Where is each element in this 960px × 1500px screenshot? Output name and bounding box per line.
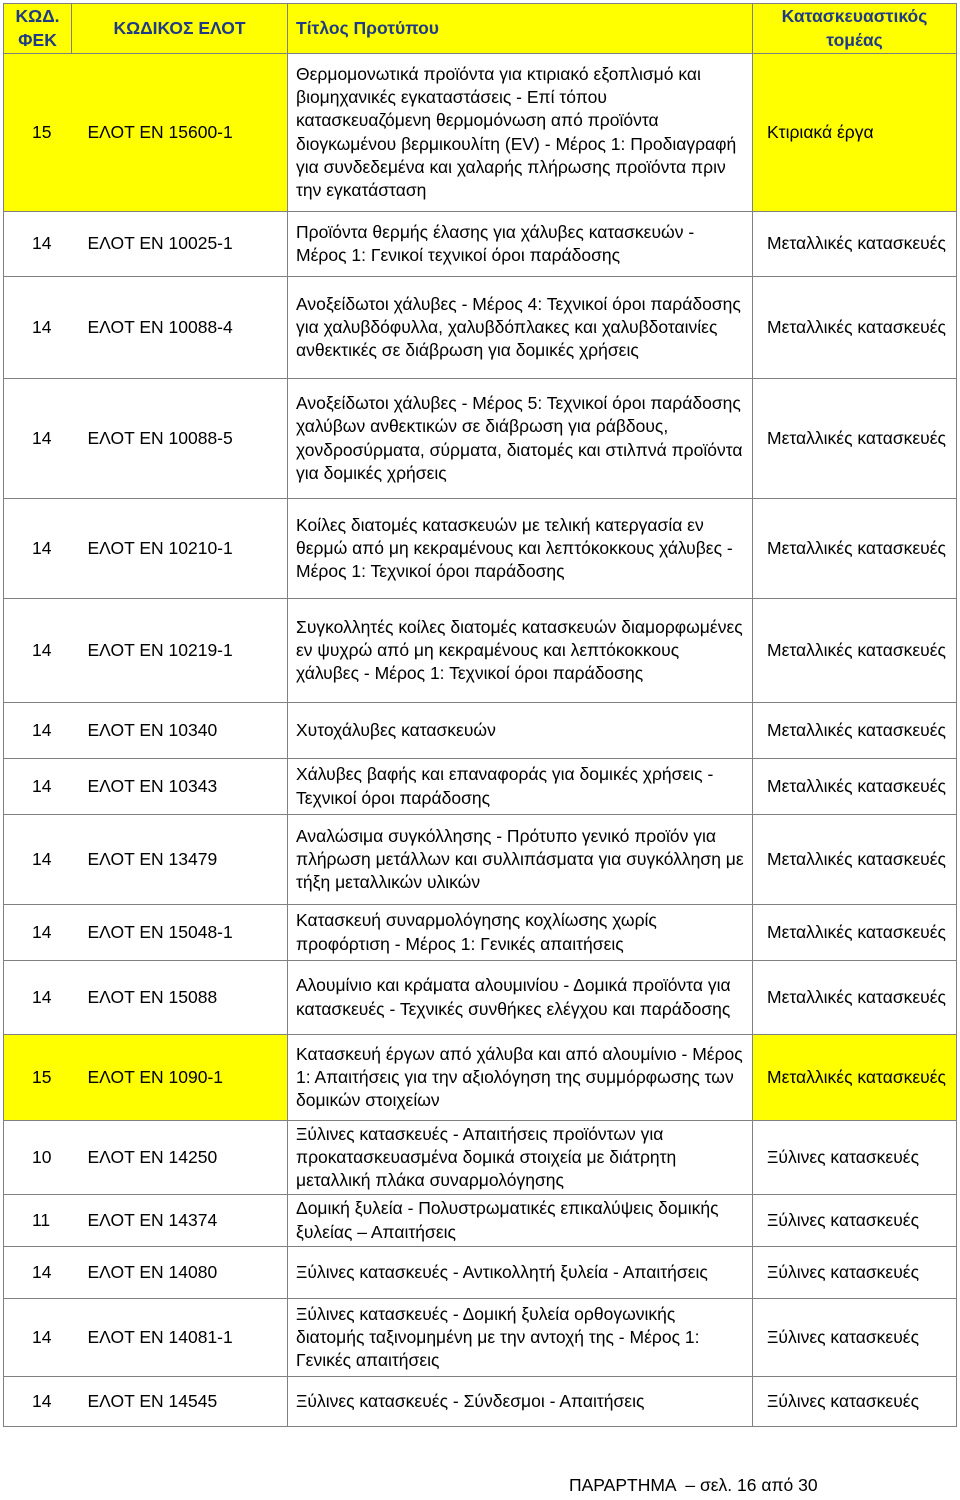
cell-elot-code: ΕΛΟΤ ΕΝ 15088 <box>72 961 288 1035</box>
cell-elot-code: ΕΛΟΤ ΕΝ 1090-1 <box>72 1035 288 1121</box>
cell-standard-title: Αναλώσιμα συγκόλλησης - Πρότυπο γενικό προϊόν για πλήρωση μετάλλων και συλλιπάσματα για συγκόλληση με τήξη μεταλλικών υλικών <box>288 815 753 905</box>
cell-standard-title: Ξύλινες κατασκευές - Απαιτήσεις προϊόντων για προκατασκευασμένα δομικά στοιχεία με διάτρητη μεταλλική πλάκα συναρμολόγησης <box>288 1121 753 1195</box>
cell-construction-sector: Μεταλλικές κατασκευές <box>753 499 957 599</box>
cell-elot-code: ΕΛΟΤ ΕΝ 10340 <box>72 703 288 759</box>
cell-standard-title: Θερμομονωτικά προϊόντα για κτιριακό εξοπλισμό και βιομηχανικές εγκαταστάσεις - Επί τόπου κατασκευαζόμενη θερμομόνωση από προϊόντα διογκωμένου βερμικουλίτη (EV) - Μέρος 1: Προδιαγραφή για συνδεδεμένα και χαλαρής πλήρωσης προϊόντα πριν την εγκατάσταση <box>288 54 753 212</box>
cell-fek-type: 14 <box>4 905 72 961</box>
table-row <box>4 54 957 212</box>
table-body <box>4 54 957 1427</box>
cell-fek-type: 14 <box>4 379 72 499</box>
cell-standard-title: Προϊόντα θερμής έλασης για χάλυβες κατασκευών - Μέρος 1: Γενικοί τεχνικοί όροι παράδοσης <box>288 212 753 277</box>
cell-construction-sector: Μεταλλικές κατασκευές <box>753 212 957 277</box>
table-row <box>4 1299 957 1377</box>
cell-fek-type: 14 <box>4 815 72 905</box>
cell-standard-title: Δομική ξυλεία - Πολυστρωματικές επικαλύψεις δομικής ξυλείας – Απαιτήσεις <box>288 1195 753 1247</box>
cell-construction-sector: Μεταλλικές κατασκευές <box>753 1035 957 1121</box>
cell-elot-code: ΕΛΟΤ ΕΝ 13479 <box>72 815 288 905</box>
cell-construction-sector: Ξύλινες κατασκευές <box>753 1121 957 1195</box>
table-row <box>4 703 957 759</box>
cell-fek-type: 15 <box>4 54 72 212</box>
cell-elot-code: ΕΛΟΤ ΕΝ 15048-1 <box>72 905 288 961</box>
cell-elot-code: ΕΛΟΤ ΕΝ 14080 <box>72 1247 288 1299</box>
cell-fek-type: 14 <box>4 499 72 599</box>
cell-fek-type: 14 <box>4 1247 72 1299</box>
cell-construction-sector: Ξύλινες κατασκευές <box>753 1195 957 1247</box>
cell-fek-type: 14 <box>4 703 72 759</box>
cell-fek-type: 14 <box>4 212 72 277</box>
cell-standard-title: Ανοξείδωτοι χάλυβες - Μέρος 4: Τεχνικοί όροι παράδοσης για χαλυβδόφυλλα, χαλυβδόπλακες και χαλυβδοταινίες ανθεκτικές σε διάβρωση για δομικές χρήσεις <box>288 277 753 379</box>
table-row <box>4 277 957 379</box>
cell-fek-type: 14 <box>4 277 72 379</box>
cell-construction-sector: Μεταλλικές κατασκευές <box>753 703 957 759</box>
cell-fek-type: 14 <box>4 1377 72 1427</box>
cell-elot-code: ΕΛΟΤ ΕΝ 14081-1 <box>72 1299 288 1377</box>
header-elot-code-label: ΚΩΔΙΚΟΣ ΕΛΟΤ <box>113 17 246 38</box>
standards-table <box>3 3 957 1427</box>
cell-construction-sector: Μεταλλικές κατασκευές <box>753 961 957 1035</box>
cell-fek-type: 14 <box>4 759 72 815</box>
page-footer-text: ΠΑΡΑΡΤΗΜΑ – σελ. 16 από 30 <box>569 1475 818 1495</box>
table-header-row <box>4 4 957 54</box>
cell-construction-sector: Ξύλινες κατασκευές <box>753 1299 957 1377</box>
cell-fek-type: 14 <box>4 1299 72 1377</box>
cell-elot-code: ΕΛΟΤ ΕΝ 15600-1 <box>72 54 288 212</box>
cell-standard-title: Κατασκευή συναρμολόγησης κοχλίωσης χωρίς προφόρτιση - Μέρος 1: Γενικές απαιτήσεις <box>288 905 753 961</box>
cell-construction-sector: Μεταλλικές κατασκευές <box>753 277 957 379</box>
header-construction-sector <box>753 4 957 54</box>
table-row <box>4 1247 957 1299</box>
cell-construction-sector: Μεταλλικές κατασκευές <box>753 905 957 961</box>
cell-standard-title: Ανοξείδωτοι χάλυβες - Μέρος 5: Τεχνικοί όροι παράδοσης χαλύβων ανθεκτικών σε διάβρωση για ράβδους, χονδροσύρματα, σύρματα, διατομές και στιλπνά προϊόντα για δομικές χρήσεις <box>288 379 753 499</box>
header-elot-code <box>72 4 288 54</box>
cell-standard-title: Χυτοχάλυβες κατασκευών <box>288 703 753 759</box>
cell-fek-type: 15 <box>4 1035 72 1121</box>
cell-elot-code: ΕΛΟΤ ΕΝ 10088-5 <box>72 379 288 499</box>
table-row <box>4 1377 957 1427</box>
cell-standard-title: Κατασκευή έργων από χάλυβα και από αλουμίνιο - Μέρος 1: Απαιτήσεις για την αξιολόγηση της συμμόρφωσης των δομικών στοιχείων <box>288 1035 753 1121</box>
table-row <box>4 1035 957 1121</box>
cell-elot-code: ΕΛΟΤ ΕΝ 14250 <box>72 1121 288 1195</box>
cell-fek-type: 14 <box>4 599 72 703</box>
cell-elot-code: ΕΛΟΤ ΕΝ 10343 <box>72 759 288 815</box>
cell-construction-sector: Ξύλινες κατασκευές <box>753 1377 957 1427</box>
cell-standard-title: Ξύλινες κατασκευές - Σύνδεσμοι - Απαιτήσεις <box>288 1377 753 1427</box>
cell-fek-type: 11 <box>4 1195 72 1247</box>
cell-standard-title: Ξύλινες κατασκευές - Δομική ξυλεία ορθογωνικής διατομής ταξινομημένη με την αντοχή της - Μέρος 1: Γενικές απαιτήσεις <box>288 1299 753 1377</box>
table-header <box>4 4 957 54</box>
header-standard-title <box>288 4 753 54</box>
cell-standard-title: Ξύλινες κατασκευές - Αντικολλητή ξυλεία - Απαιτήσεις <box>288 1247 753 1299</box>
cell-elot-code: ΕΛΟΤ ΕΝ 14545 <box>72 1377 288 1427</box>
header-fek-type-label: ΚΩΔ. ΦΕΚ <box>15 6 60 50</box>
header-construction-sector-label: Κατασκευαστικός τομέας <box>781 6 928 50</box>
cell-elot-code: ΕΛΟΤ ΕΝ 14374 <box>72 1195 288 1247</box>
cell-standard-title: Χάλυβες βαφής και επαναφοράς για δομικές χρήσεις - Τεχνικοί όροι παράδοσης <box>288 759 753 815</box>
cell-construction-sector: Μεταλλικές κατασκευές <box>753 815 957 905</box>
cell-construction-sector: Μεταλλικές κατασκευές <box>753 759 957 815</box>
header-standard-title-label: Τίτλος Προτύπου <box>296 17 439 38</box>
table-row <box>4 905 957 961</box>
cell-fek-type: 14 <box>4 961 72 1035</box>
cell-construction-sector: Ξύλινες κατασκευές <box>753 1247 957 1299</box>
cell-construction-sector: Μεταλλικές κατασκευές <box>753 379 957 499</box>
table-row <box>4 379 957 499</box>
table-row <box>4 759 957 815</box>
table-row <box>4 961 957 1035</box>
table-row <box>4 599 957 703</box>
cell-elot-code: ΕΛΟΤ ΕΝ 10210-1 <box>72 499 288 599</box>
cell-standard-title: Κοίλες διατομές κατασκευών με τελική κατεργασία εν θερμώ από μη κεκραμένους και λεπτόκοκκους χάλυβες - Μέρος 1: Τεχνικοί όροι παράδοσης <box>288 499 753 599</box>
cell-standard-title: Συγκολλητές κοίλες διατομές κατασκευών διαμορφωμένες εν ψυχρώ από μη κεκραμένους και λεπτόκοκκους χάλυβες - Μέρος 1: Τεχνικοί όροι παράδοσης <box>288 599 753 703</box>
cell-elot-code: ΕΛΟΤ ΕΝ 10088-4 <box>72 277 288 379</box>
page-footer <box>569 1474 818 1497</box>
cell-standard-title: Αλουμίνιο και κράματα αλουμινίου - Δομικά προϊόντα για κατασκευές - Τεχνικές συνθήκες ελέγχου και παράδοσης <box>288 961 753 1035</box>
header-fek-type <box>4 4 72 54</box>
table-row <box>4 1195 957 1247</box>
table-row <box>4 499 957 599</box>
cell-elot-code: ΕΛΟΤ ΕΝ 10025-1 <box>72 212 288 277</box>
cell-construction-sector: Κτιριακά έργα <box>753 54 957 212</box>
cell-construction-sector: Μεταλλικές κατασκευές <box>753 599 957 703</box>
table-row <box>4 212 957 277</box>
table-row <box>4 815 957 905</box>
cell-fek-type: 10 <box>4 1121 72 1195</box>
table-row <box>4 1121 957 1195</box>
cell-elot-code: ΕΛΟΤ ΕΝ 10219-1 <box>72 599 288 703</box>
